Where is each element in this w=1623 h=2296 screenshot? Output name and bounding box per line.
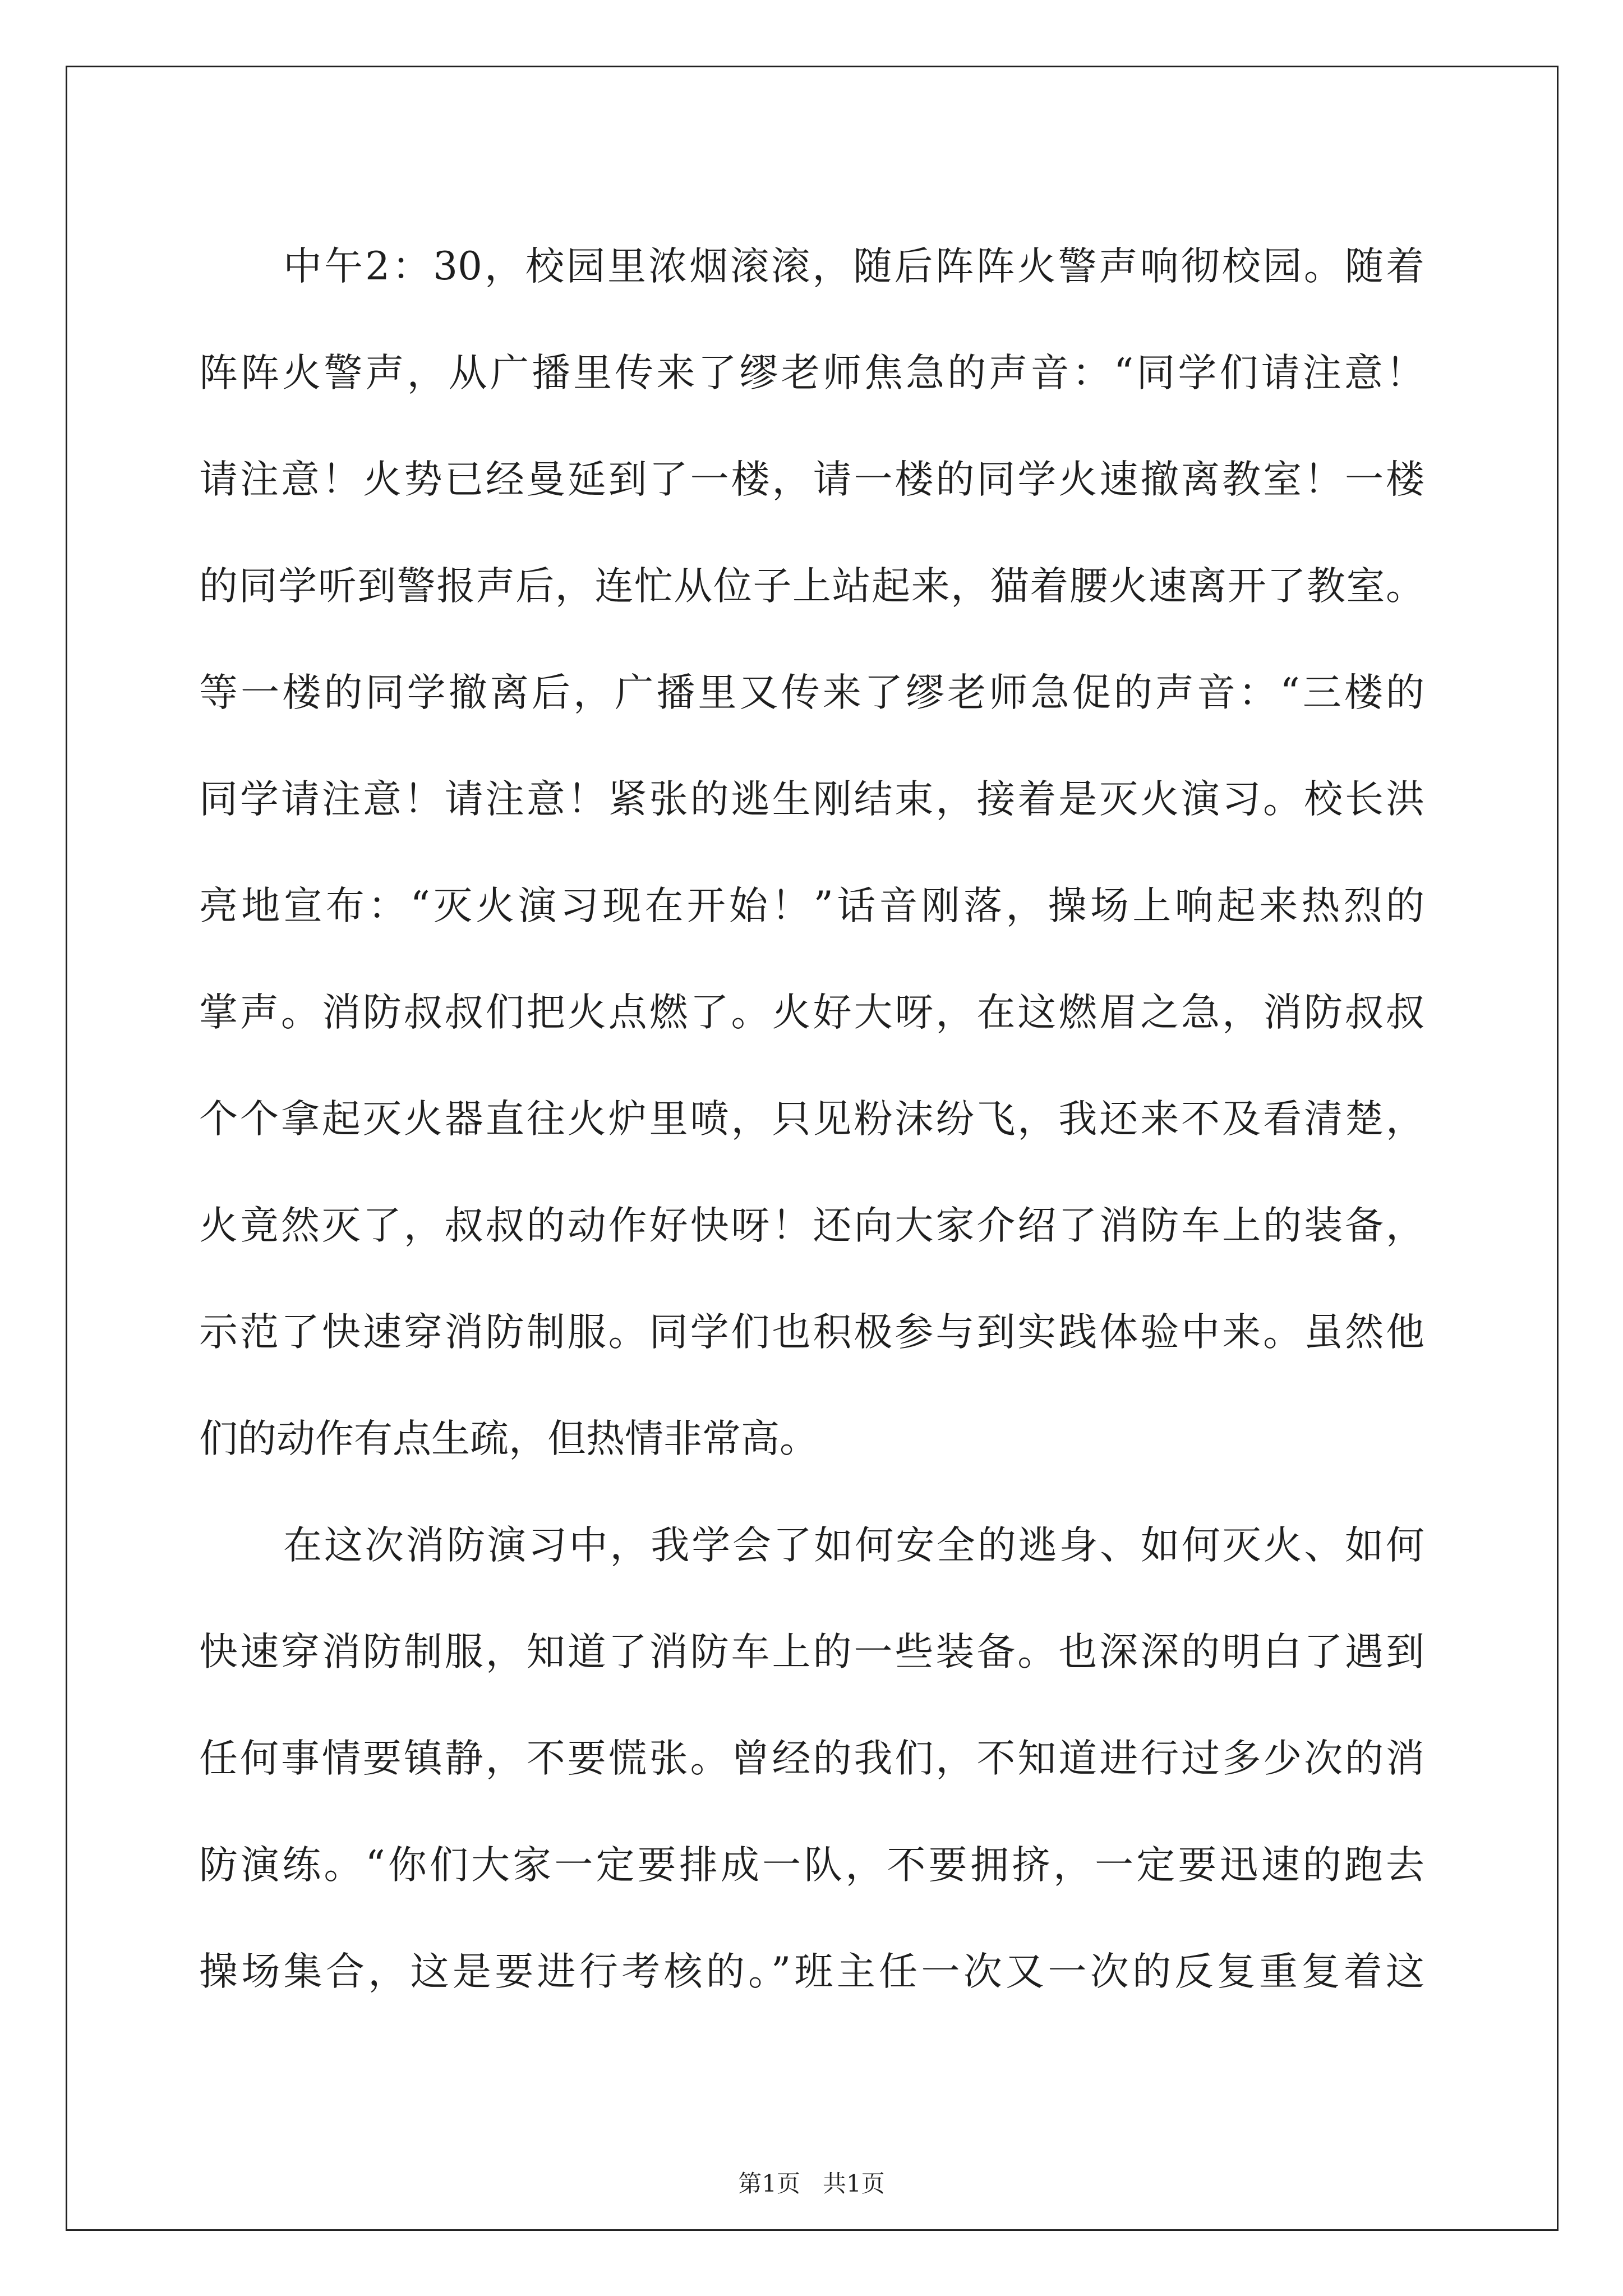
page-total: 共1页 [823,2170,885,2197]
paragraph-line: 个个拿起灭火器直往火炉里喷，只见粉沫纷飞，我还来不及看清楚， [199,1097,1424,1142]
page-number: 第1页 [738,2170,800,2197]
paragraph-line: 快速穿消防制服，知道了消防车上的一些装备。也深深的明白了遇到 [199,1630,1424,1674]
document-body [199,213,1424,2025]
paragraph-line: 中午2：30，校园里浓烟滚滚，随后阵阵火警声响彻校园。随着 [283,244,1424,289]
paragraph-line: 请注意！火势已经曼延到了一楼，请一楼的同学火速撤离教室！一楼 [199,457,1424,502]
paragraph-line: 们的动作有点生疏，但热情非常高。 [199,1416,818,1461]
paragraph-line: 的同学听到警报声后，连忙从位子上站起来，猫着腰火速离开了教室。 [199,564,1424,609]
paragraph-line: 示范了快速穿消防制服。同学们也积极参与到实践体验中来。虽然他 [199,1310,1424,1355]
page-footer [0,2170,1623,2198]
paragraph-line: 操场集合，这是要进行考核的。”班主任一次又一次的反复重复着这 [199,1949,1424,1994]
paragraph-line: 掌声。消防叔叔们把火点燃了。火好大呀，在这燃眉之急，消防叔叔 [199,990,1424,1035]
paragraph-line: 任何事情要镇静，不要慌张。曾经的我们，不知道进行过多少次的消 [199,1736,1424,1781]
paragraph-line: 亮地宣布：“灭火演习现在开始！”话音刚落，操场上响起来热烈的 [199,884,1424,928]
paragraph-line: 火竟然灭了，叔叔的动作好快呀！还向大家介绍了消防车上的装备， [199,1203,1424,1248]
paragraph-line: 同学请注意！请注意！紧张的逃生刚结束，接着是灭火演习。校长洪 [199,777,1424,822]
paragraph-line: 防演练。“你们大家一定要排成一队，不要拥挤，一定要迅速的跑去 [199,1843,1424,1888]
paragraph-line: 等一楼的同学撤离后，广播里又传来了缪老师急促的声音：“三楼的 [199,670,1424,715]
paragraph-line: 在这次消防演习中，我学会了如何安全的逃身、如何灭火、如何 [283,1523,1424,1568]
paragraph-line: 阵阵火警声，从广播里传来了缪老师焦急的声音：“同学们请注意！ [199,351,1424,395]
